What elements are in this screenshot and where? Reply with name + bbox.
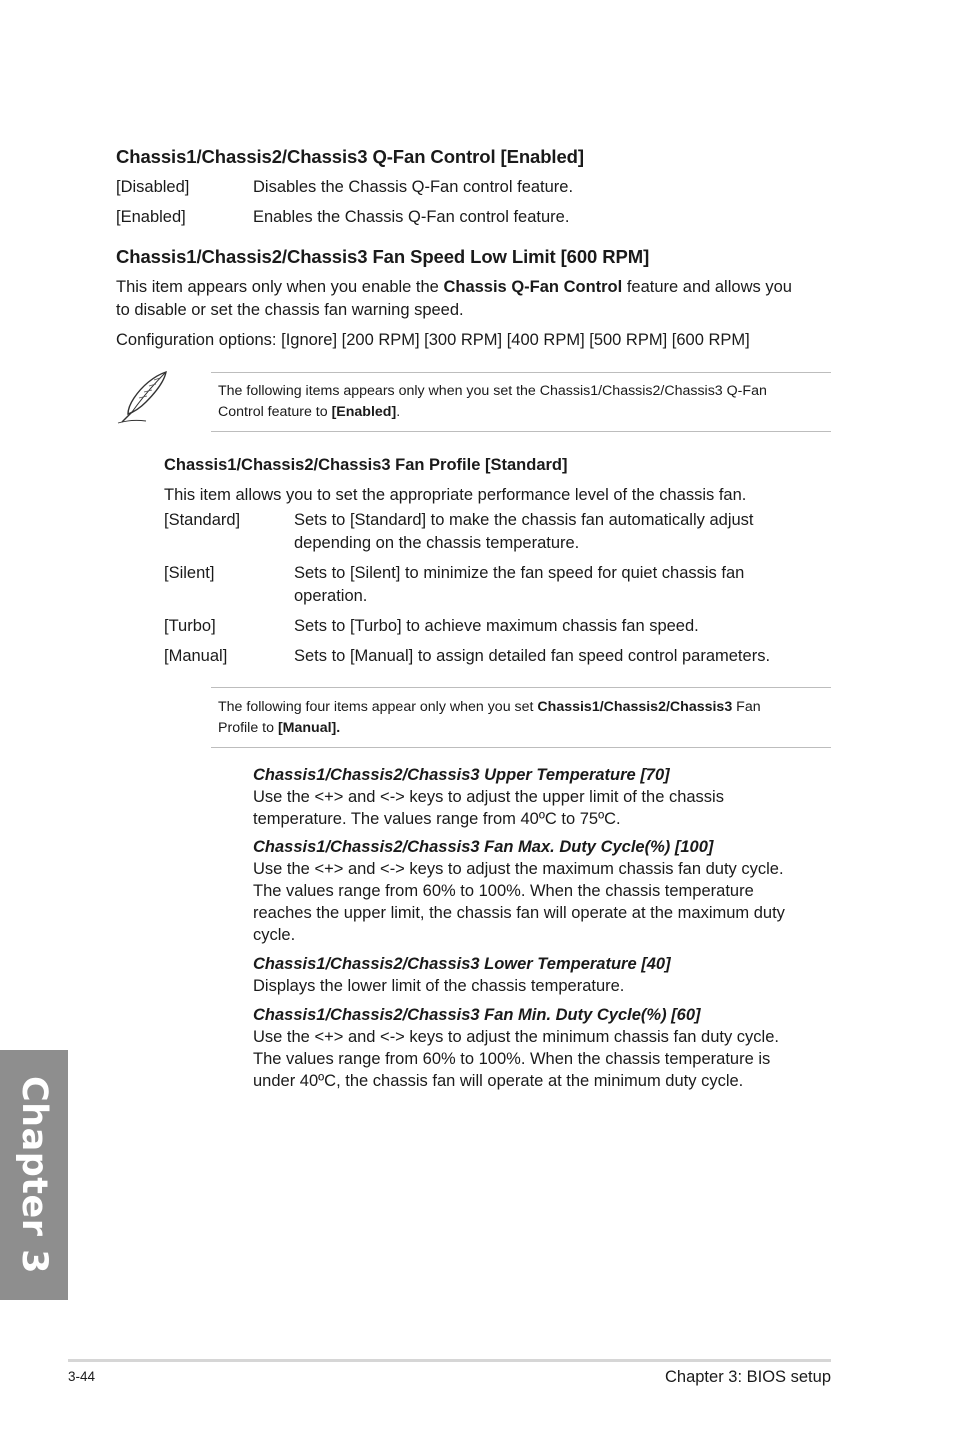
note-divider-bottom [211, 431, 831, 432]
option-key: [Disabled] [116, 178, 190, 196]
text-span: feature and allows you [622, 278, 792, 296]
option-desc: operation. [294, 587, 368, 605]
item-block [253, 953, 833, 997]
bold-text: [Enabled] [331, 404, 397, 420]
item-heading: Chassis1/Chassis2/Chassis3 Fan Min. Duty Cycle(%) [60] [253, 1006, 701, 1024]
text-line: under 40ºC, the chassis fan will operate at the minimum duty cycle. [253, 1072, 744, 1090]
page-number: 3-44 [68, 1369, 96, 1384]
option-desc: Sets to [Standard] to make the chassis fan automatically adjust [294, 511, 754, 529]
option-row [116, 206, 836, 229]
text-span: Profile to [218, 720, 278, 736]
text-span: This item appears only when you enable the [116, 278, 444, 296]
chapter-tab-label: Chapter 3 [14, 1075, 54, 1275]
text-span: The following four items appear only when you set [218, 699, 538, 715]
option-row [116, 176, 836, 199]
option-row [164, 509, 834, 555]
footer-divider [68, 1359, 831, 1362]
item-block [253, 836, 833, 946]
note-text [218, 381, 828, 423]
item-heading: Chassis1/Chassis2/Chassis3 Upper Temperature [70] [253, 766, 670, 784]
note-divider-bottom [211, 747, 831, 748]
option-desc: Enables the Chassis Q-Fan control feature. [253, 208, 570, 226]
option-row [164, 645, 834, 668]
option-row [164, 615, 834, 638]
item-block [253, 1004, 833, 1092]
text-line: Displays the lower limit of the chassis temperature. [253, 977, 625, 995]
note-divider-top [211, 687, 831, 688]
section-intro: This item allows you to set the appropriate performance level of the chassis fan. [164, 486, 747, 504]
note-divider-top [211, 372, 831, 373]
option-key: [Turbo] [164, 617, 216, 635]
note-text [218, 697, 828, 739]
text-line: Use the <+> and <-> keys to adjust the minimum chassis fan duty cycle. [253, 1028, 779, 1046]
option-desc: Sets to [Manual] to assign detailed fan speed control parameters. [294, 647, 771, 665]
option-key: [Manual] [164, 647, 228, 665]
text-span: Control feature to [218, 404, 332, 420]
text-line: Use the <+> and <-> keys to adjust the upper limit of the chassis [253, 788, 724, 806]
quill-pen-icon [114, 368, 172, 426]
text-line: cycle. [253, 926, 296, 944]
text-line: to disable or set the chassis fan warning speed. [116, 301, 464, 319]
chapter-side-tab [0, 1050, 68, 1300]
option-row [164, 562, 834, 608]
option-key: [Standard] [164, 511, 241, 529]
option-key: [Silent] [164, 564, 215, 582]
option-desc: Sets to [Silent] to minimize the fan speed for quiet chassis fan [294, 564, 745, 582]
text-line: The values range from 60% to 100%. When the chassis temperature is [253, 1050, 771, 1068]
item-heading: Chassis1/Chassis2/Chassis3 Fan Max. Duty Cycle(%) [100] [253, 838, 714, 856]
option-desc: Sets to [Turbo] to achieve maximum chassis fan speed. [294, 617, 699, 635]
section-paragraph [116, 276, 846, 322]
text-span: Fan [732, 699, 761, 715]
option-desc: depending on the chassis temperature. [294, 534, 580, 552]
item-heading: Chassis1/Chassis2/Chassis3 Lower Temperature [40] [253, 955, 671, 973]
bold-text: Chassis1/Chassis2/Chassis3 [537, 699, 733, 715]
text-line: temperature. The values range from 40ºC to 75ºC. [253, 810, 621, 828]
text-line: reaches the upper limit, the chassis fan will operate at the maximum duty [253, 904, 785, 922]
section-heading-fan-speed-low-limit: Chassis1/Chassis2/Chassis3 Fan Speed Low Limit [600 RPM] [116, 246, 650, 267]
text-line: The following items appears only when you set the Chassis1/Chassis2/Chassis3 Q-Fan [218, 383, 767, 399]
option-key: [Enabled] [116, 208, 186, 226]
item-block [253, 764, 833, 830]
configuration-options: Configuration options: [Ignore] [200 RPM] [300 RPM] [400 RPM] [500 RPM] [600 RPM] [116, 331, 750, 349]
option-desc: Disables the Chassis Q-Fan control feature. [253, 178, 574, 196]
text-line: The values range from 60% to 100%. When the chassis temperature [253, 882, 754, 900]
bold-text: Chassis Q-Fan Control [443, 278, 623, 296]
text-line: Use the <+> and <-> keys to adjust the maximum chassis fan duty cycle. [253, 860, 784, 878]
footer-chapter-title: Chapter 3: BIOS setup [664, 1368, 831, 1386]
section-heading-qfan-control: Chassis1/Chassis2/Chassis3 Q-Fan Control [Enabled] [116, 146, 584, 167]
bold-text: [Manual]. [277, 720, 341, 736]
section-heading-fan-profile: Chassis1/Chassis2/Chassis3 Fan Profile [Standard] [164, 456, 568, 474]
text-span: . [396, 404, 401, 420]
